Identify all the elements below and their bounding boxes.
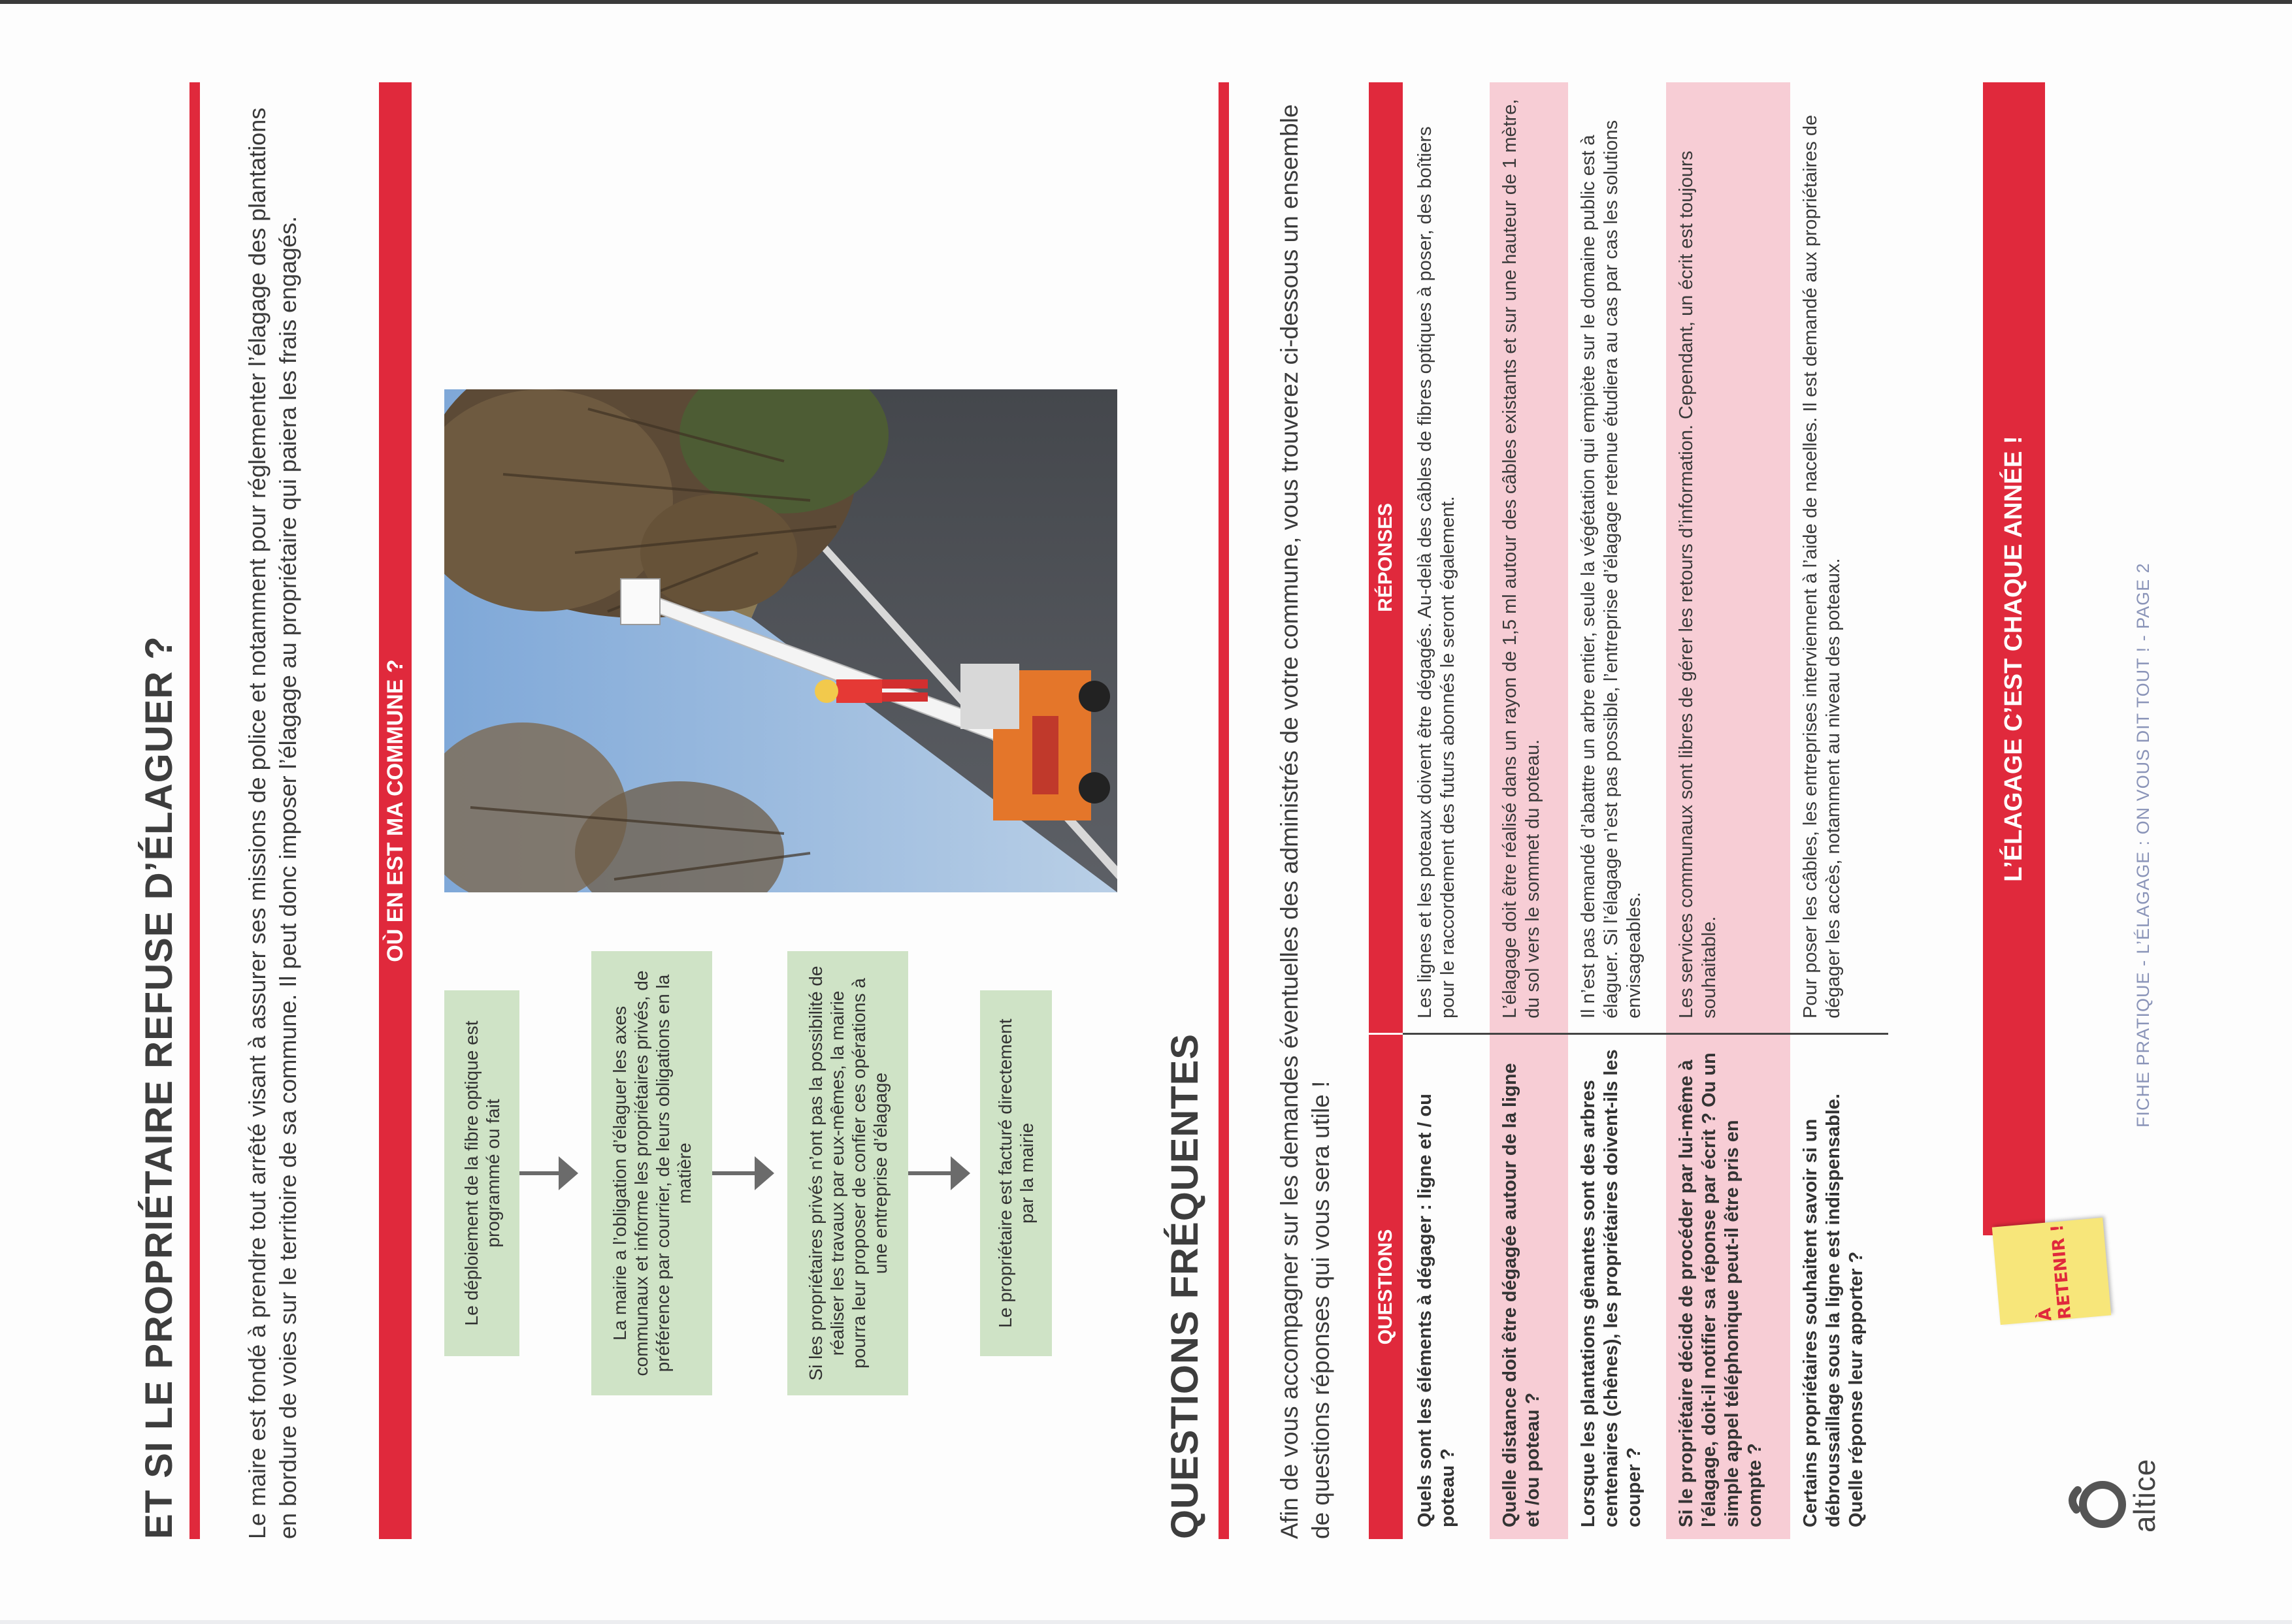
flow-step-4 [980,990,1052,1356]
faq-question: Quelle distance doit être dégagée autour de la ligne et /ou poteau ? [1490,1035,1568,1539]
faq-answer: Les lignes et les poteaux doivent être dégagés. Au-delà des câbles de fibres optiques à poser, des boîtiers pour le raccordement des futurs abonnés le seront également. [1415,126,1458,1018]
table-header-answers [1369,82,1403,1033]
postit-label: À RETENIR ! [2035,1224,2076,1322]
table-header-questions-label: QUESTIONS [1375,1229,1396,1345]
retenir-banner [1983,82,2045,1235]
banner-ma-commune-label: OÙ EN EST MA COMMUNE ? [382,659,408,962]
flow-step-2-text: La mairie a l’obligation d’élaguer les axes communaux et informe les propriétaires privés, de préférence par courrier, de leurs obligations en la matière [609,970,695,1376]
flow-arrow-down-icon [951,1156,970,1190]
faq-question: Si le propriétaire décide de procéder par lui-même à l’élagage, doit-il notifier sa réponse par écrit ? Ou un simple appel téléphonique peut-il être pris en compte ? [1666,1035,1790,1539]
faq-answer: Pour poser les câbles, les entreprises interviennent à l’aide de nacelles. Il est demandé aux propriétaires de dégager les accès, notamment au niveau des poteaux. [1800,114,1844,1018]
section-title-faq: QUESTIONS FRÉQUENTES [1164,1033,1206,1539]
flow-arrow-line [712,1171,758,1175]
retenir-banner-text: L’ÉLAGAGE C’EST CHAQUE ANNÉE ! [2000,436,2027,882]
flow-arrow-down-icon [755,1156,774,1190]
section-intro-faq: Afin de vous accompagner sur les demandes éventuelles des administrés de votre commune, vous trouverez ci-dessous un ensemble de questions réponses qui vous sera utile ! [1276,104,1334,1539]
document-rotated [0,4,2292,1624]
table-header-questions [1369,1035,1403,1539]
faq-question: Quels sont les éléments à dégager : ligne et / ou poteau ? [1415,1094,1458,1527]
postit-note [1992,1218,2111,1325]
table-header-answers-label: RÉPONSES [1375,503,1396,612]
tree-pruning-bucket-truck-photo [444,389,1117,892]
flow-step-3 [787,951,908,1395]
faq-question: Certains propriétaires souhaitent savoir si un débroussaillage sous la ligne est indispensable. Quelle réponse leur apporter ? [1800,1094,1867,1527]
flow-arrow-line [908,1171,954,1175]
flow-arrow-down-icon [559,1156,578,1190]
flow-step-3-text: Si les propriétaires privés n’ont pas la possibilité de réaliser les travaux par eux-mêmes, la mairie pourra leur proposer de confier ces opérations à une entreprise d’élagage [805,966,891,1381]
flow-arrow-line [519,1171,562,1175]
section-intro-refus: Le maire est fondé à prendre tout arrêté visant à assurer ses missions de police et notamment pour réglementer l’élagage des plantations en bordure de voies sur le territoire de sa commune. Il peut donc imposer l’élagage au propriétaire qui paiera les frais engagés. [244,107,301,1539]
faq-answer: Il n’est pas demandé d’abattre un arbre entier, seule la végétation qui empiète sur le domaine public est à élaguer. Si l’élagage n’est pas possible, l’entreprise d’élagage retenue étudiera au cas par cas les solutions envisageables. [1578,120,1645,1018]
altice-logo-text: altice [2127,1458,2161,1533]
flow-step-4-text: Le propriétaire est facturé directement par la mairie [995,1018,1037,1328]
section-title-refus: ET SI LE PROPRIÉTAIRE REFUSE D’ÉLAGUER ? [138,636,180,1539]
banner-ma-commune [379,82,412,1539]
flow-step-2 [591,951,712,1395]
faq-question: Lorsque les plantations gênantes sont des arbres centenaires (chênes), les propriétaires doivent-ils les couper ? [1578,1049,1645,1527]
title-rule [189,82,200,1539]
title-rule [1219,82,1229,1539]
faq-answer: L’élagage doit être réalisé dans un rayon de 1,5 ml autour des câbles existants et sur une hauteur de 1 mètre, du sol vers le sommet du poteau. [1490,82,1568,1033]
flow-step-1-text: Le déploiement de la fibre optique est programmé ou fait [461,1020,503,1326]
altice-logo-icon [2065,1470,2130,1536]
faq-answer: Les services communaux sont libres de gérer les retours d’information. Cependant, un écrit est toujours souhaitable. [1666,82,1790,1033]
flow-step-1 [444,990,519,1356]
page-footer: FICHE PRATIQUE - L’ÉLAGAGE : ON VOUS DIT TOUT ! - PAGE 2 [2133,562,2153,1128]
